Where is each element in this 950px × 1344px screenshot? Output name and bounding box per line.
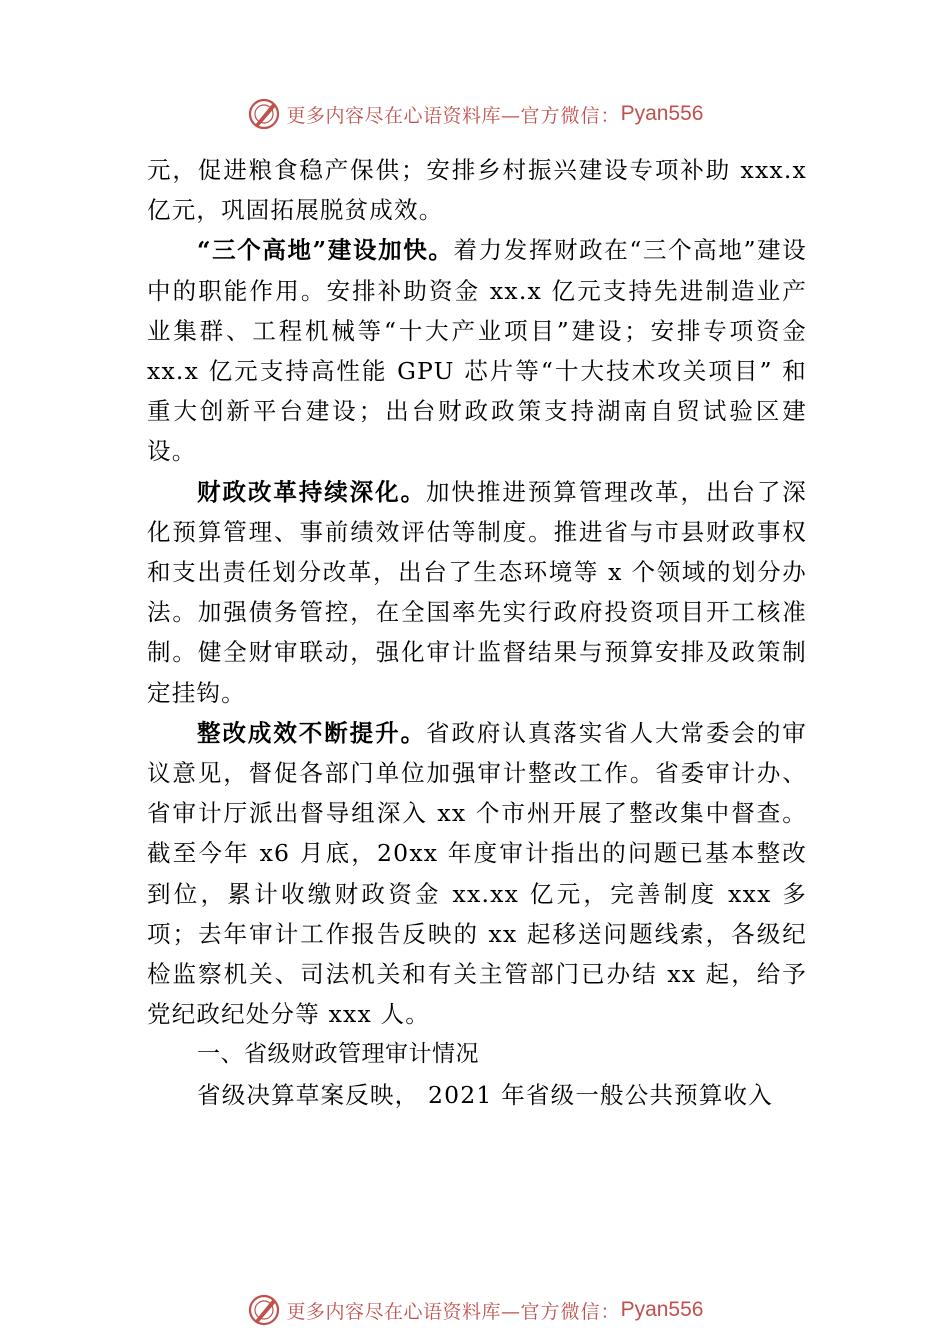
banner-wechat-id: Pyan556 [620, 1298, 704, 1321]
paragraph-5: 省级决算草案反映， 2021 年省级一般公共预算收入 [197, 1080, 773, 1109]
paragraph-4 [147, 713, 807, 1035]
paragraph-4-lead: 整改成效不断提升。 [197, 718, 427, 747]
banner-wechat-label: 官方微信： [520, 1300, 621, 1323]
paragraph-3 [147, 472, 807, 713]
banner-wechat-label: 官方微信： [520, 104, 621, 127]
pen-circle-logo-icon [247, 97, 281, 131]
header-watermark [0, 94, 950, 134]
paragraph-3-text: 加快推进预算管理改革，出台了深化预算管理、事前绩效评估等制度。推进省与市县财政事权和支出责任划分改革，出台了生态环境等 x 个领域的划分办法。加强债务管控，在全国率先实行政府投资项目开工核准制。健全财审联动，强化审计监督结果与预算安排及政策制定挂钩。 [147, 477, 807, 707]
paragraph-1-text: 元，促进粮食稳产保供；安排乡村振兴建设专项补助 xxx.x 亿元，巩固拓展脱贫成效。 [147, 156, 807, 225]
banner-wechat-id: Pyan556 [620, 102, 704, 125]
pen-circle-logo-icon [247, 1293, 281, 1327]
paragraph-2-text: 着力发挥财政在“三个高地”建设中的职能作用。安排补助资金 xx.x 亿元支持先进制造业产业集群、工程机械等“十大产业项目”建设；安排专项资金 xx.x 亿元支持高性能 GPU 芯片等“十大技术攻关项目” 和重大创新平台建设；出台财政政策支持湖南自贸试验区建设。 [147, 236, 808, 466]
section-heading: 一、省级财政管理审计情况 [197, 1041, 479, 1068]
banner-text: 更多内容尽在心语资料库— [286, 104, 521, 127]
paragraph-1 [147, 150, 807, 230]
footer-watermark [0, 1290, 950, 1330]
paragraph-4-text: 省政府认真落实省人大常委会的审议意见，督促各部门单位加强审计整改工作。省委审计办、 省审计厅派出督导组深入 xx 个市州开展了整改集中督查。截至今年 x6 月底，20xx 年度审计指出的问题已基本整改到位，累计收缴财政资金 xx.xx 亿元，完善制度 xxx 多项；去年审计工作报告反映的 xx 起移送问题线索，各级纪检监察机关、司法机关和有关主管部门已办结 xx 起，给予党纪政纪处分等 xxx 人。 [147, 718, 807, 1029]
banner-text: 更多内容尽在心语资料库— [286, 1300, 521, 1323]
paragraph-3-lead: 财政改革持续深化。 [197, 477, 427, 506]
paragraph-2 [147, 230, 807, 471]
document-body [147, 150, 807, 1115]
paragraph-2-lead: “三个高地”建设加快。 [197, 236, 454, 265]
